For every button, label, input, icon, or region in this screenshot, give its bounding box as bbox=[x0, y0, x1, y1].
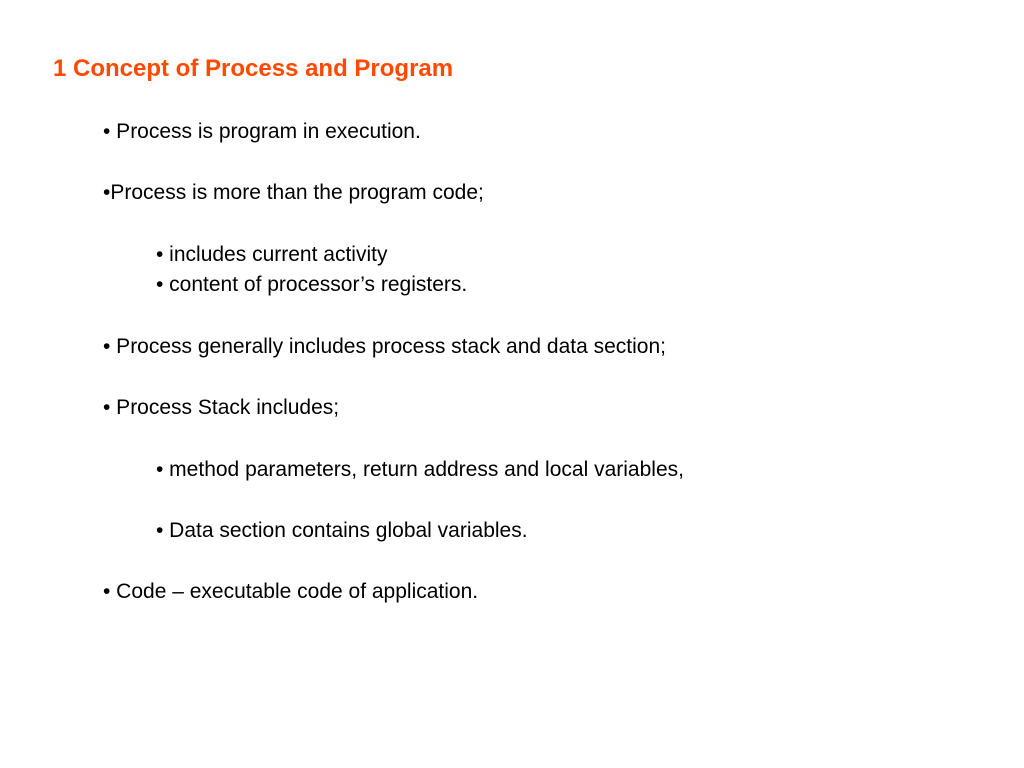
sub-bullet-processor-registers: • content of processor’s registers. bbox=[156, 273, 468, 296]
bullet-code: • Code – executable code of application. bbox=[103, 580, 479, 603]
bullet-stack-and-data: • Process generally includes process stack and data section; bbox=[103, 335, 666, 358]
bullet-process-execution: • Process is program in execution. bbox=[103, 120, 421, 143]
sub-bullet-data-section: • Data section contains global variables. bbox=[156, 519, 528, 542]
sub-bullet-current-activity: • includes current activity bbox=[156, 243, 388, 266]
slide-title: 1 Concept of Process and Program bbox=[53, 55, 454, 82]
bullet-stack-includes: • Process Stack includes; bbox=[103, 396, 340, 419]
bullet-more-than-code: •Process is more than the program code; bbox=[103, 181, 484, 204]
sub-bullet-method-parameters: • method parameters, return address and local variables, bbox=[156, 458, 684, 481]
